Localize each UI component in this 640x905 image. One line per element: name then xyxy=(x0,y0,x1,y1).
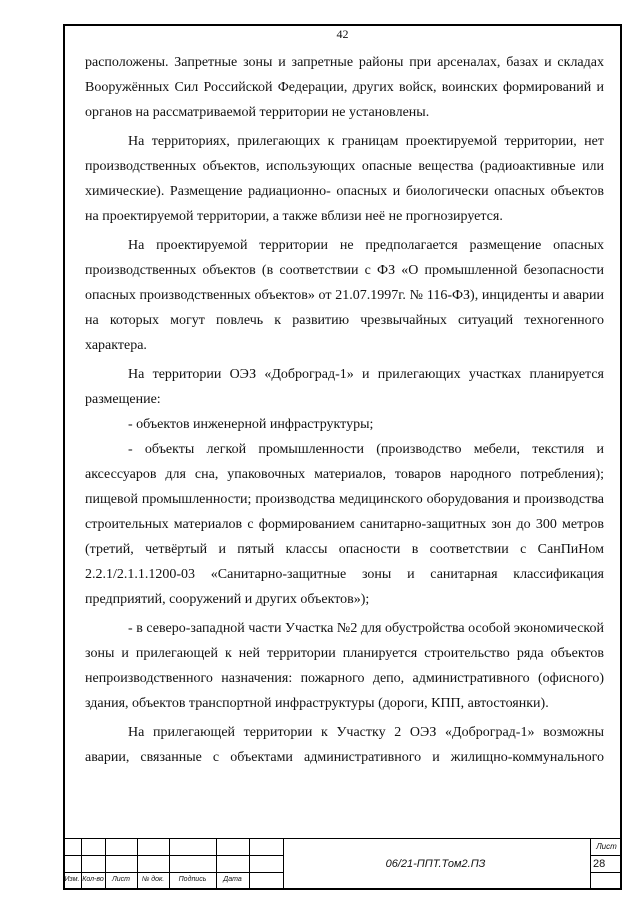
paragraph: На проектируемой территории не предполагается размещение опасных производственных объектов (в соответствии с ФЗ «О промышленной безопасности опасных производственных объектов» от 21.07.1997г. № 116-ФЗ), инциденты и аварии на которых могут повлечь к развитию чрезвычайных ситуаций техногенного характера. xyxy=(85,238,604,353)
list-item: - в северо-западной части Участка №2 для обустройства особой экономической зоны и прилегающей к ней территории планируется строительство ряда объектов непроизводственного назначения: пожарного депо, административного (офисного) здания, объектов транспортной инфраструктуры (дороги, КПП, автостоянки). xyxy=(85,621,604,711)
sheet-label: Лист xyxy=(596,842,617,851)
stamp-label-podpis: Подпись xyxy=(178,876,207,883)
page-number: 42 xyxy=(336,27,349,41)
stamp-label-data: Дата xyxy=(223,876,242,883)
stamp-label-izm: Изм. xyxy=(64,876,80,883)
list-item: - объектов инженерной инфраструктуры; xyxy=(128,417,374,432)
paragraph: расположены. Запретные зоны и запретные районы при арсеналах, базах и складах Вооружённых Сил Российской Федерации, других войск, воинских формирований и органов на рассматриваемой территории не установлены. xyxy=(85,55,604,120)
paragraph: На территориях, прилегающих к границам проектируемой территории, нет производственных объектов, использующих опасные вещества (радиоактивные или химические). Размещение радиационно- опасных и биологически опасных объектов на проектируемой территории, а также вблизи неё не прогнозируется. xyxy=(85,134,604,224)
sheet-number: 28 xyxy=(591,855,622,873)
stamp-label-kolvo: Кол-во xyxy=(82,876,104,883)
stamp-label-ndok: № док. xyxy=(141,876,165,883)
stamp-label-list: Лист xyxy=(111,876,131,883)
document-body xyxy=(85,50,604,770)
paragraph: На прилегающей территории к Участку 2 ОЭЗ «Доброград-1» возможны аварии, связанные с объектами административного и жилищно-коммунального xyxy=(85,725,604,765)
document-code: 06/21-ППТ.Том2.ПЗ xyxy=(385,858,486,870)
paragraph: На территории ОЭЗ «Доброград-1» и прилегающих участках планируется размещение: xyxy=(85,367,604,407)
list-item: - объекты легкой промышленности (производство мебели, текстиля и аксессуаров для сна, упаковочных материалов, товаров народного потребления); пищевой промышленности; производства медицинского оборудования и производства строительных материалов с формированием санитарно-защитных зон до 300 метров (третий, четвёртый и пятый классы опасности в соответствии с СанПиНом 2.2.1/2.1.1.1200-03 «Санитарно-защитные зоны и санитарная классификация предприятий, сооружений и других объектов»); xyxy=(85,442,604,607)
sheet-box xyxy=(590,838,622,890)
